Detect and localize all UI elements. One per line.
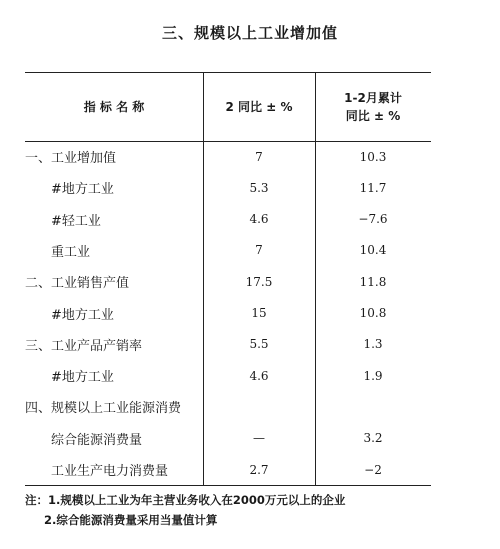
header-cumulative-line2: 同比 ± % [345,108,401,123]
row-month-yoy-value: 7 [255,243,263,258]
header-month-yoy [203,72,315,141]
header-cumulative-line1: 1-2月累计 [344,90,402,105]
row-indicator-name: 工业生产电力消费量 [51,464,169,479]
row-cumulative-yoy-value: 1.3 [363,337,383,352]
row-cumulative-yoy-value: −2 [364,462,382,477]
row-indicator-name: 综合能源消费量 [51,432,143,448]
row-indicator-name: 三、工业产品产销率 [25,338,143,354]
page-title: 三、规模以上工业增加值 [161,24,338,42]
row-month-yoy-value: 5.3 [249,180,269,195]
table-row [25,360,431,391]
table-row [25,141,431,172]
row-month-yoy-value: 2.7 [249,462,269,477]
row-month-yoy-value [203,391,315,422]
table-row [25,391,431,422]
row-cumulative-yoy-value: 1.9 [363,368,383,383]
row-month-yoy-value: 4.6 [249,368,269,383]
row-indicator-name: #轻工业 [51,213,101,229]
row-indicator-name: 二、工业销售产值 [25,276,130,292]
row-indicator-name: #地方工业 [51,182,114,198]
row-cumulative-yoy-value: 3.2 [363,431,383,446]
table-row [25,266,431,297]
row-month-yoy-value: 17.5 [245,274,273,289]
header-indicator-name-text: 指 标 名 称 [83,99,145,114]
table-row [25,423,431,454]
footnote-line-2: 2.综合能源消费量采用当量值计算 [44,513,218,527]
row-cumulative-yoy-value: 10.4 [359,243,387,258]
header-indicator-name [25,72,203,141]
row-cumulative-yoy-value: −7.6 [358,212,388,227]
row-indicator-name: #地方工业 [51,370,114,386]
row-month-yoy-value: — [253,431,265,446]
row-indicator-name: 重工业 [51,244,91,260]
table-row [25,329,431,360]
footnote-line-1: 注：1.规模以上工业为年主营业务收入在2000万元以上的企业 [25,493,346,507]
row-month-yoy-value: 5.5 [249,337,269,352]
row-month-yoy-value: 7 [255,149,263,164]
header-cumulative-yoy [315,72,431,141]
table-row [25,298,431,329]
table-row [25,454,431,485]
row-indicator-name: #地方工业 [51,307,114,323]
row-month-yoy-value: 4.6 [249,212,269,227]
row-cumulative-yoy-value [315,391,431,422]
table-row [25,204,431,235]
table-row [25,235,431,266]
row-indicator-name: 一、工业增加值 [25,151,117,166]
row-cumulative-yoy-value: 11.8 [359,274,387,289]
table-row [25,172,431,203]
row-cumulative-yoy-value: 11.7 [359,180,387,195]
row-month-yoy-value: 15 [251,306,267,320]
row-cumulative-yoy-value: 10.8 [359,306,387,320]
row-indicator-name: 四、规模以上工业能源消费 [25,401,182,417]
table-bottom-rule [25,485,431,486]
header-month-yoy-text: 2 同比 ± % [225,99,293,114]
row-cumulative-yoy-value: 10.3 [359,149,387,164]
